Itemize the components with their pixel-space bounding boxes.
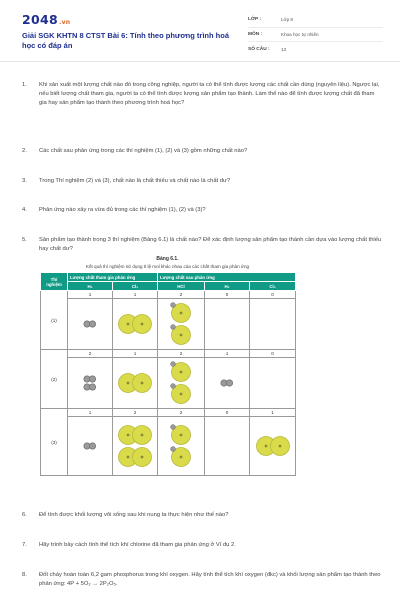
question-item xyxy=(22,236,382,254)
question-number: 8. xyxy=(22,572,27,578)
table-cell xyxy=(205,409,250,476)
cell-value: 0 xyxy=(250,350,295,358)
cell-value: 2 xyxy=(158,291,204,299)
question-item xyxy=(22,147,382,156)
cell-value: 1 xyxy=(205,350,249,358)
cell-value: 2 xyxy=(158,409,204,417)
table-cell xyxy=(158,409,205,476)
molecule-area xyxy=(68,358,112,408)
table-cell xyxy=(250,291,296,350)
question-item xyxy=(22,571,382,589)
table-title: Bảng 6.1. xyxy=(156,256,179,262)
question-item xyxy=(22,511,382,520)
table-cell xyxy=(113,350,158,409)
document-title: Giải SGK KHTN 8 CTST Bài 6: Tính theo phương trình hoá học có đáp án xyxy=(22,31,230,50)
question-number: 6. xyxy=(22,512,27,518)
cell-value: 1 xyxy=(113,350,157,358)
cell-value: 1 xyxy=(68,409,112,417)
molecule-area xyxy=(158,299,204,349)
question-number: 3. xyxy=(22,178,27,184)
experiment-table-block xyxy=(40,256,375,476)
question-text: Sản phẩm tạo thành trong 3 thí nghiệm (Bảng 6.1) là chất nào? Để xác định lượng sản phẩm tạo thành cần dựa vào lượng chất thiếu hay chất dư? xyxy=(39,237,382,252)
question-number: 5. xyxy=(22,237,27,243)
site-logo[interactable] xyxy=(22,12,70,27)
molecule-area xyxy=(113,417,157,475)
meta-value: Khoa học tự nhiên xyxy=(281,31,319,37)
question-number: 7. xyxy=(22,542,27,548)
table-cell xyxy=(68,291,113,350)
table-cell xyxy=(158,291,205,350)
table-cell xyxy=(113,409,158,476)
cl2-molecules-icon xyxy=(115,423,155,469)
table-cell xyxy=(158,350,205,409)
cell-value: 0 xyxy=(205,409,249,417)
table-cell xyxy=(68,409,113,476)
cl2-molecule-icon xyxy=(115,313,155,335)
row-label: (1) xyxy=(41,291,68,350)
meta-value: 13 xyxy=(281,46,287,52)
cell-value: 2 xyxy=(113,409,157,417)
group-after-header: Lượng chất sau phản ứng xyxy=(158,273,296,282)
cell-value: 0 xyxy=(205,291,249,299)
cell-value: 0 xyxy=(250,291,295,299)
hcl-molecules-icon xyxy=(167,300,195,348)
col-header: Cl₂ xyxy=(113,282,158,291)
table-cell xyxy=(113,291,158,350)
molecule-area xyxy=(205,358,249,408)
cell-value: 1 xyxy=(113,291,157,299)
question-item xyxy=(22,177,382,186)
table-cell xyxy=(205,291,250,350)
question-text: Phản ứng nào xảy ra vừa đủ trong các thí nghiệm (1), (2) và (3)? xyxy=(39,207,206,213)
hcl-molecules-icon xyxy=(167,422,195,470)
question-text: Để tính được khối lượng vôi sống sau khi nung ta thực hiện như thế nào? xyxy=(39,512,229,518)
table-cell xyxy=(68,350,113,409)
col-header: H₂ xyxy=(205,282,250,291)
question-number: 1. xyxy=(22,82,27,88)
row-label: (2) xyxy=(41,350,68,409)
question-item xyxy=(22,81,382,108)
cl2-molecule-icon xyxy=(253,435,293,457)
meta-label: LỚP : xyxy=(248,17,262,23)
col-header: Cl₂ xyxy=(250,282,296,291)
question-item xyxy=(22,206,382,215)
col-header: HCl xyxy=(158,282,205,291)
h2-molecules-icon xyxy=(80,374,100,392)
col-experiment-header: Thí nghiệm xyxy=(41,273,68,291)
cell-value: 2 xyxy=(158,350,204,358)
table-cell xyxy=(250,350,296,409)
meta-row-class xyxy=(248,13,383,28)
meta-value: Lớp 8 xyxy=(281,17,293,23)
molecule-area xyxy=(250,417,295,475)
molecule-area xyxy=(68,417,112,475)
row-label: (3) xyxy=(41,409,68,476)
table-row xyxy=(41,350,296,409)
molecule-area xyxy=(158,358,204,408)
table-cell xyxy=(250,409,296,476)
question-text: Trong Thí nghiệm (2) và (3), chất nào là chất thiếu và chất nào là chất dư? xyxy=(39,178,231,184)
table-row xyxy=(41,291,296,350)
molecule-area xyxy=(113,299,157,349)
meta-info xyxy=(248,13,383,57)
molecule-area xyxy=(68,299,112,349)
cell-value: 2 xyxy=(68,350,112,358)
question-number: 2. xyxy=(22,148,27,154)
experiment-table xyxy=(40,272,296,476)
table-subtitle: Kết quả thí nghiệm sử dụng tỉ lệ mol khác nhau của các chất tham gia phản ứng xyxy=(85,264,250,269)
table-cell xyxy=(205,350,250,409)
meta-row-count xyxy=(248,42,383,57)
page-header xyxy=(0,0,400,62)
group-reactants-header: Lượng chất tham gia phản ứng xyxy=(68,273,158,282)
question-text: Khi sản xuất một lượng chất nào đó trong công nghiệp, người ta có thể tính được lượng các chất cần dùng (nguyên liệu). Ngược lại, nếu biết lượng chất tham gia, người ta có thể tính được lượng sản phẩm tạo thành. Làm thế nào để tính được lượng chất đã tham gia hay sản phẩm tạo thành theo phương trình hoá học? xyxy=(39,82,380,106)
hcl-molecules-icon xyxy=(167,359,195,407)
table-row xyxy=(41,409,296,476)
cell-value: 1 xyxy=(68,291,112,299)
h2-molecule-icon xyxy=(80,319,100,329)
molecule-area xyxy=(113,358,157,408)
col-header: H₂ xyxy=(68,282,113,291)
h2-molecule-icon xyxy=(217,378,237,388)
question-item xyxy=(22,541,382,550)
logo-suffix: .vn xyxy=(59,19,71,26)
cell-value: 1 xyxy=(250,409,295,417)
question-number: 4. xyxy=(22,207,27,213)
meta-label: MÔN : xyxy=(248,31,263,37)
question-text: Hãy trình bày cách tính thể tích khí chlorine đã tham gia phản ứng ở Ví dụ 2. xyxy=(39,542,236,548)
molecule-area xyxy=(158,417,204,475)
h2-molecule-icon xyxy=(80,441,100,451)
question-text: Đốt cháy hoàn toàn 6,2 gam phosphorus trong khí oxygen. Hãy tính thể tích khí oxygen (đkc) và khối lượng sản phẩm tạo thành theo phản ứng: 4P + 5O₂ → 2P₂O₅. xyxy=(39,572,381,587)
logo-text: 2048 xyxy=(22,12,58,27)
cl2-molecule-icon xyxy=(115,372,155,394)
question-text: Các chất sau phản ứng trong các thí nghiệm (1), (2) và (3) gồm những chất nào? xyxy=(39,148,248,154)
meta-label: SỐ CÂU : xyxy=(248,46,270,52)
meta-row-subject xyxy=(248,28,383,43)
